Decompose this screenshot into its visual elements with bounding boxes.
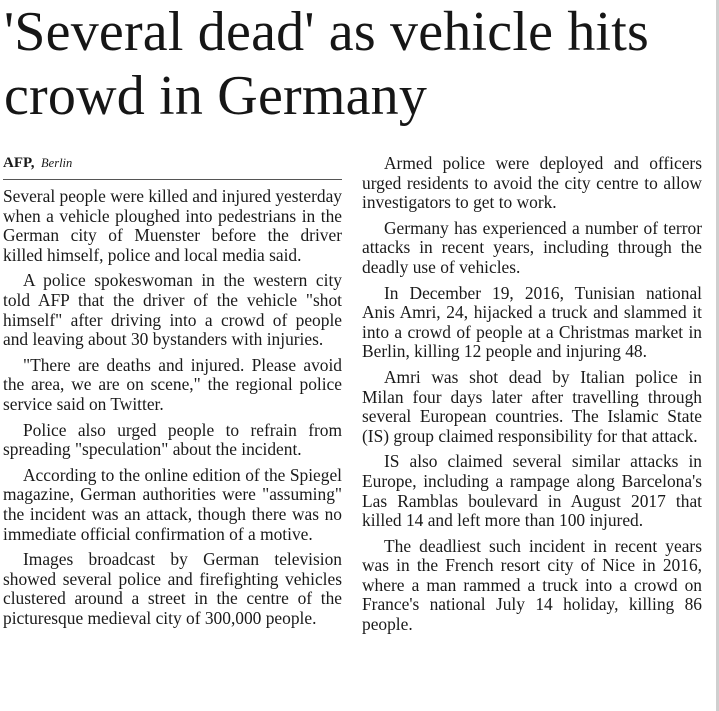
paragraph: The deadliest such incident in recent years was in the French resort city of Nice in 2016, where a man rammed a truck into a crowd on France's national July 14 holiday, killing 86 people. xyxy=(362,535,702,635)
paragraph: Images broadcast by German television showed several police and firefighting vehicles clustered around a street in the centre of the picturesque medieval city of 300,000 people. xyxy=(3,549,342,628)
article-column-right xyxy=(362,154,702,641)
paragraph: "There are deaths and injured. Please avoid the area, we are on scene," the regional police service said on Twitter. xyxy=(3,354,342,414)
paragraph: Police also urged people to refrain from spreading "speculation" about the incident. xyxy=(3,419,342,460)
paragraph: Amri was shot dead by Italian police in Milan four days later after travelling through several European countries. The Islamic State (IS) group claimed responsibility for that attack. xyxy=(362,366,702,446)
paragraph: In December 19, 2016, Tunisian national Anis Amri, 24, hijacked a truck and slammed it into a crowd of people at a Christmas market in Berlin, killing 12 people and injuring 48. xyxy=(362,282,702,362)
byline xyxy=(3,152,342,180)
paragraph: A police spokeswoman in the western city told AFP that the driver of the vehicle "shot himself" after driving into a crowd of people and leaving about 30 bystanders with injuries. xyxy=(3,270,342,350)
byline-location: Berlin xyxy=(41,156,73,170)
article-column-left xyxy=(3,152,342,634)
paragraph: Several people were killed and injured yesterday when a vehicle ploughed into pedestrians in the German city of Muenster before the driver killed himself, police and local media said. xyxy=(3,186,342,265)
paragraph: Armed police were deployed and officers urged residents to avoid the city centre to allow investigators to get to work. xyxy=(362,153,702,213)
paragraph: Germany has experienced a number of terror attacks in recent years, including through the deadly use of vehicles. xyxy=(362,217,702,277)
headline: 'Several dead' as vehicle hits crowd in Germany xyxy=(4,1,650,127)
paragraph: According to the online edition of the Spiegel magazine, German authorities were "assuming" the incident was an attack, though there was no immediate official confirmation of a motive. xyxy=(3,464,342,544)
paragraph: IS also claimed several similar attacks in Europe, including a rampage along Barcelona's Las Ramblas boulevard in August 2017 that killed 14 and left more than 100 injured. xyxy=(362,451,702,531)
byline-agency: AFP, xyxy=(3,155,35,171)
